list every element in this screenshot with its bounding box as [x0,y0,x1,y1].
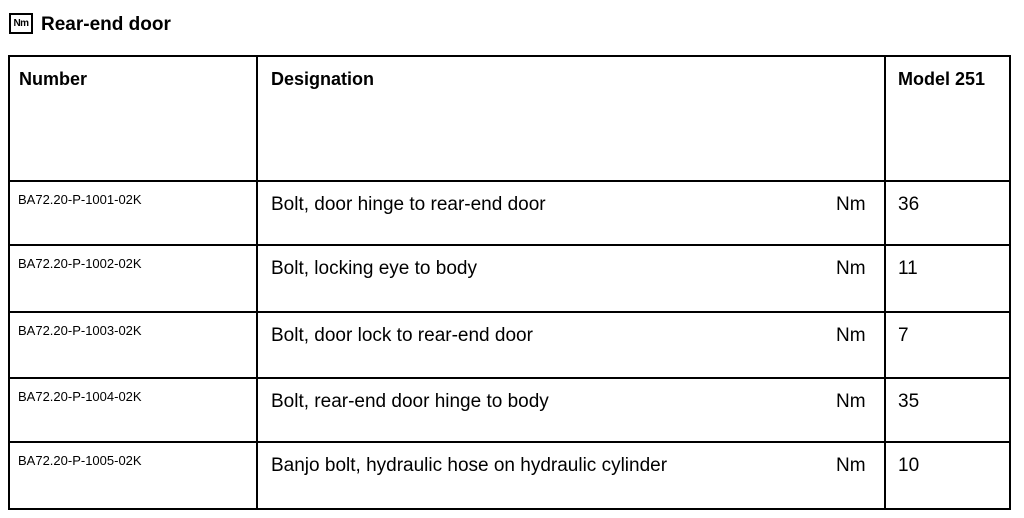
table-row [10,443,1009,508]
unit-label: Nm [836,391,866,412]
table-row [10,379,1009,443]
unit-label: Nm [836,194,866,215]
designation: Bolt, rear-end door hinge to body [271,391,549,412]
unit-label: Nm [836,325,866,346]
torque-value: 35 [898,391,920,412]
part-number: BA72.20-P-1002-02K [18,256,142,271]
column-header-number: Number [19,69,88,89]
table-header-row [10,57,1009,182]
torque-value: 36 [898,194,920,215]
part-number: BA72.20-P-1004-02K [18,389,142,404]
part-number: BA72.20-P-1003-02K [18,323,142,338]
designation: Bolt, door lock to rear-end door [271,325,533,346]
table-row [10,246,1009,313]
torque-value: 11 [898,258,918,279]
table-row [10,313,1009,379]
designation: Bolt, door hinge to rear-end door [271,194,546,215]
part-number: BA72.20-P-1001-02K [18,192,142,207]
unit-label: Nm [836,258,866,279]
section-heading [9,12,171,38]
unit-label: Nm [836,455,866,476]
torque-value: 10 [898,455,920,476]
designation: Bolt, locking eye to body [271,258,477,279]
table-row [10,182,1009,246]
part-number: BA72.20-P-1005-02K [18,453,142,468]
designation: Banjo bolt, hydraulic hose on hydraulic cylinder [271,455,668,476]
torque-value: 7 [898,325,909,346]
torque-table [8,55,1011,510]
column-header-model: Model 251 [898,69,986,89]
column-header-designation: Designation [271,69,375,89]
torque-nm-icon: Nm [9,13,33,34]
section-title: Rear-end door [41,14,171,35]
